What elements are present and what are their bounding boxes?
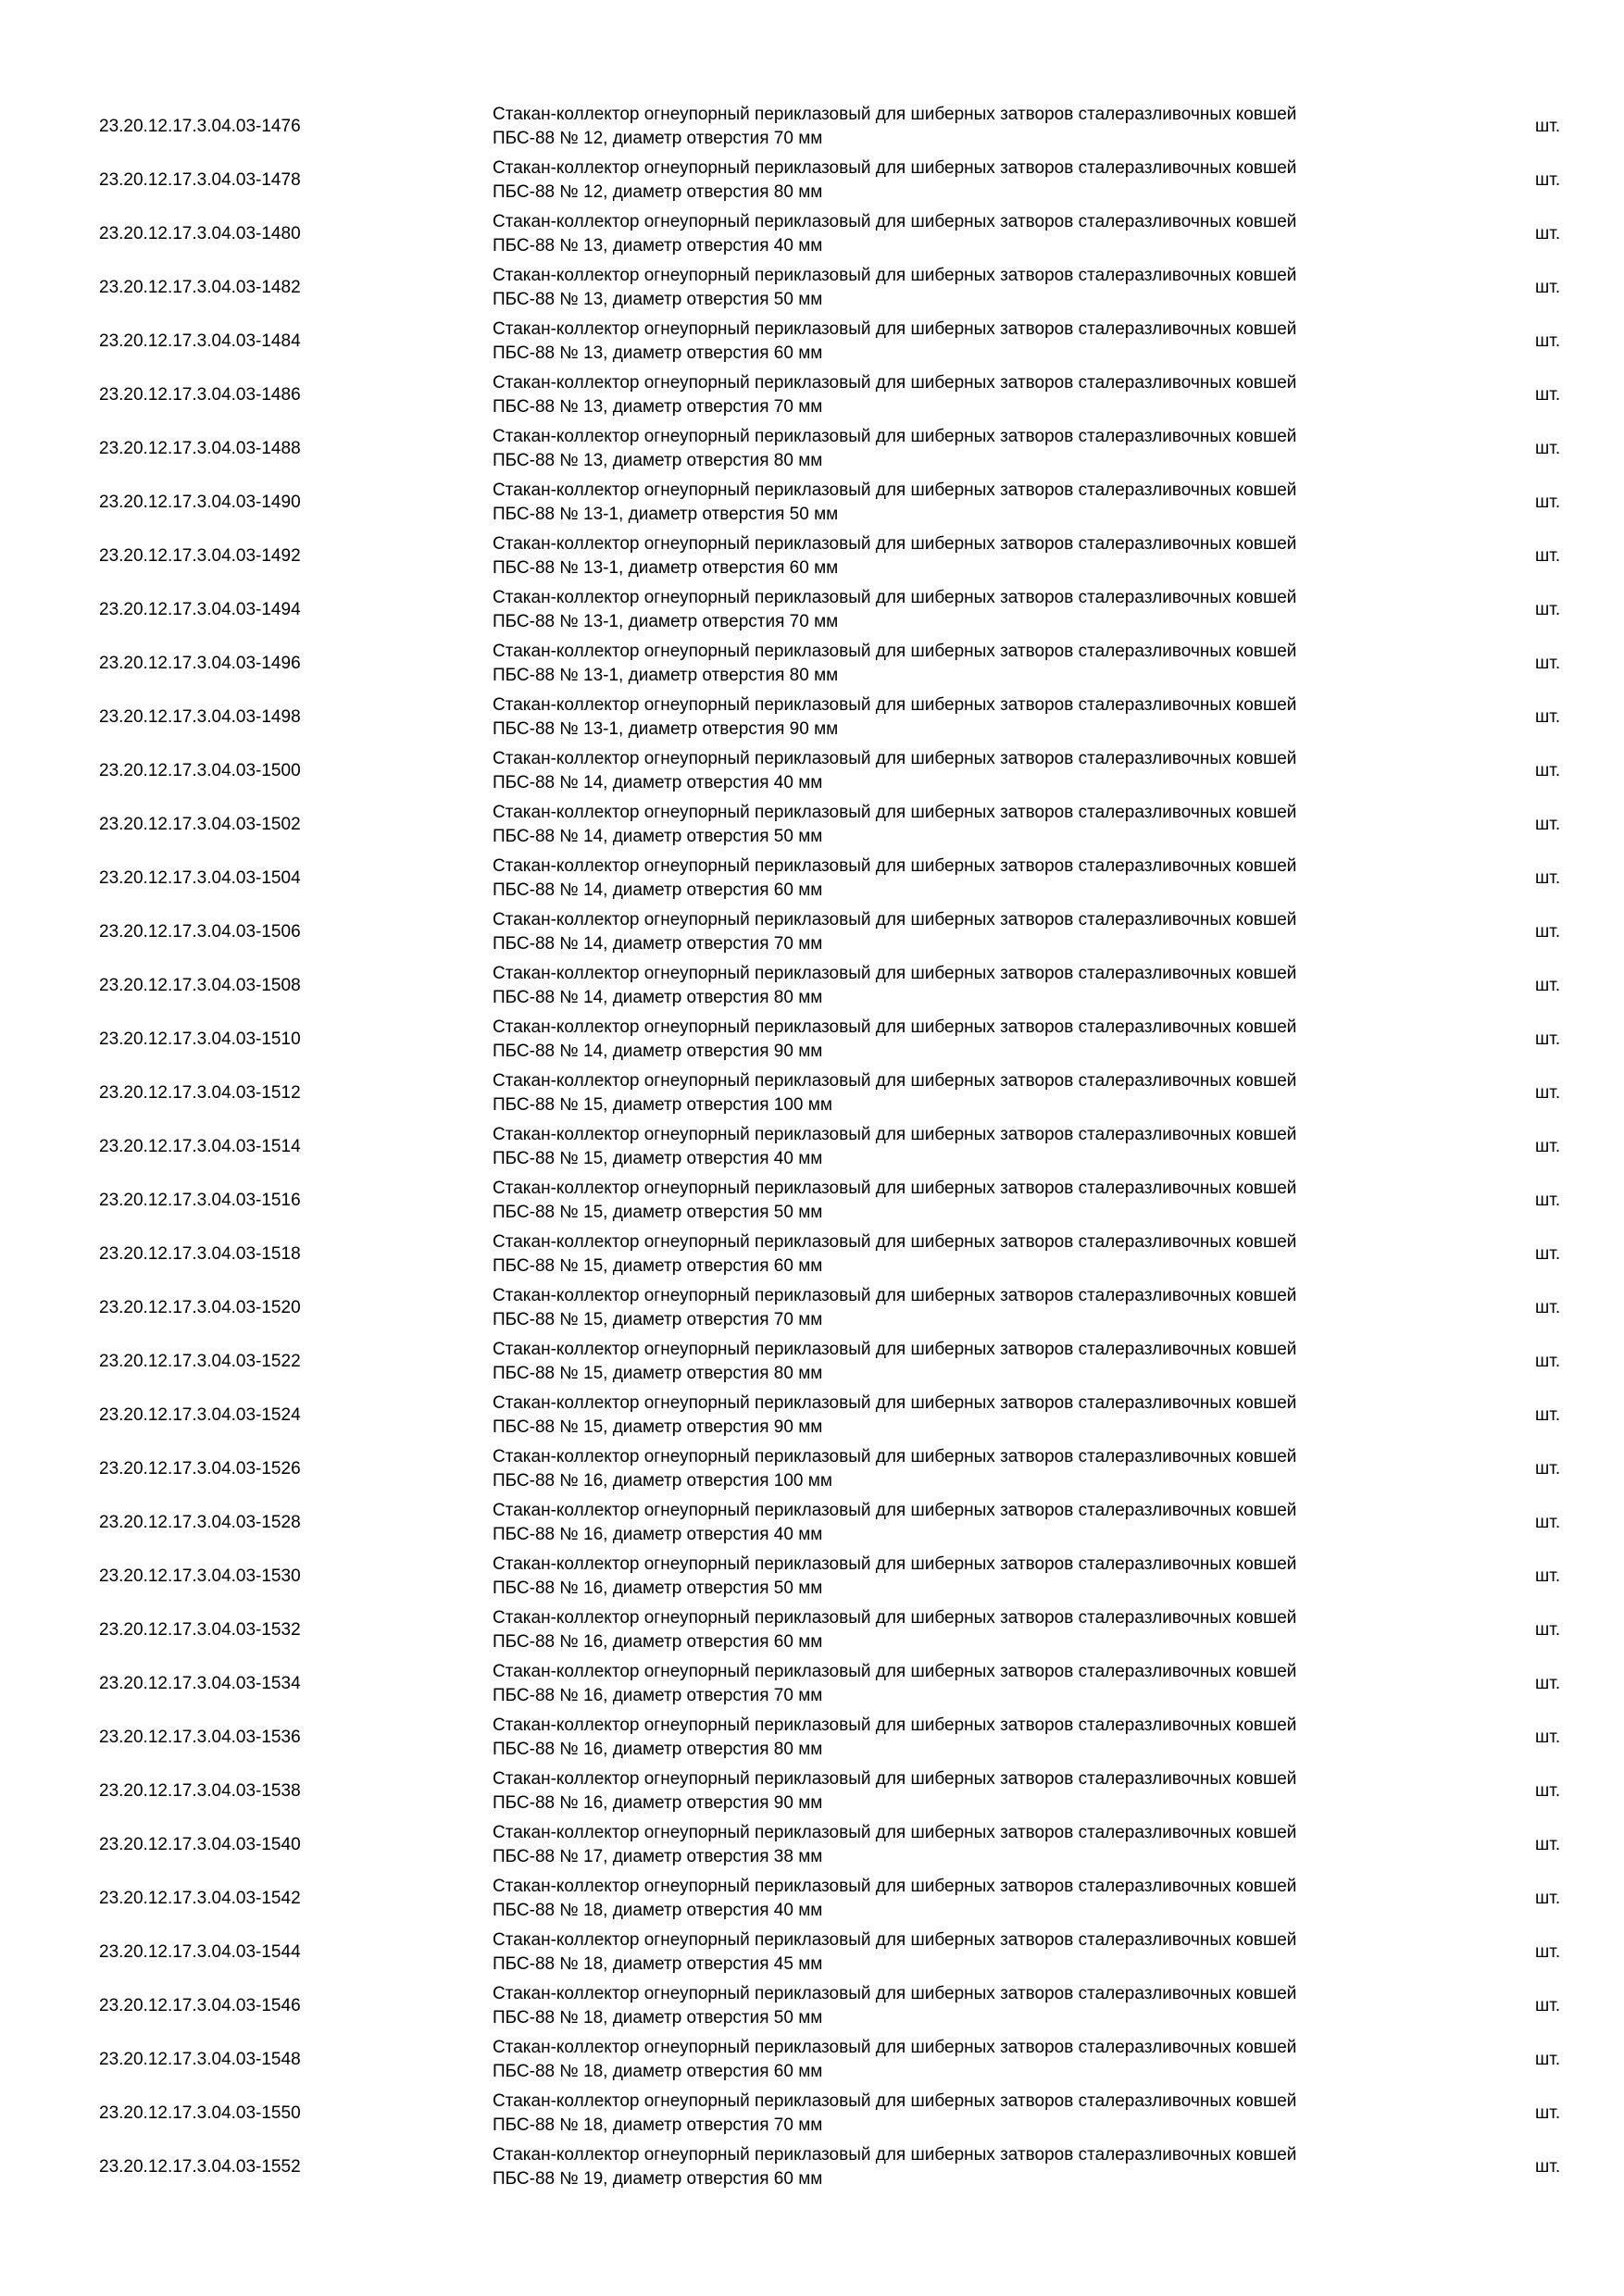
resource-description xyxy=(493,1928,1493,1977)
description-line-2: ПБС-88 № 13-1, диаметр отверстия 90 мм xyxy=(493,719,839,739)
description-line-2: ПБС-88 № 13, диаметр отверстия 80 мм xyxy=(493,451,823,470)
description-line-1: Стакан-коллектор огнеупорный периклазовый для шиберных затворов сталеразливочных ковшей xyxy=(493,1554,1297,1574)
description-line-1: Стакан-коллектор огнеупорный периклазовый для шиберных затворов сталеразливочных ковшей xyxy=(493,2145,1297,2165)
resource-code: 23.20.12.17.3.04.03-1488 xyxy=(99,439,301,458)
description-line-2: ПБС-88 № 12, диаметр отверстия 70 мм xyxy=(493,129,823,148)
description-line-1: Стакан-коллектор огнеупорный периклазовый для шиберных затворов сталеразливочных ковшей xyxy=(493,1286,1297,1305)
resource-description xyxy=(493,1284,1493,1332)
description-line-2: ПБС-88 № 18, диаметр отверстия 40 мм xyxy=(493,1901,823,1920)
unit-of-measure: шт. xyxy=(1535,815,1561,834)
description-line-1: Стакан-коллектор огнеупорный периклазовый для шиберных затворов сталеразливочных ковшей xyxy=(493,2038,1297,2057)
description-line-1: Стакан-коллектор огнеупорный периклазовый для шиберных затворов сталеразливочных ковшей xyxy=(493,1984,1297,2003)
description-line-2: ПБС-88 № 13, диаметр отверстия 70 мм xyxy=(493,397,823,417)
description-line-2: ПБС-88 № 14, диаметр отверстия 40 мм xyxy=(493,773,823,792)
resource-code: 23.20.12.17.3.04.03-1478 xyxy=(99,170,301,190)
unit-of-measure: шт. xyxy=(1535,600,1561,619)
table-row xyxy=(0,1442,1624,1496)
resource-description xyxy=(493,2090,1493,2138)
unit-of-measure: шт. xyxy=(1535,1029,1561,1049)
description-line-1: Стакан-коллектор огнеупорный периклазовый для шиберных затворов сталеразливочных ковшей xyxy=(493,910,1297,930)
table-row xyxy=(0,1120,1624,1174)
resource-code: 23.20.12.17.3.04.03-1508 xyxy=(99,976,301,995)
description-line-1: Стакан-коллектор огнеупорный периклазовый для шиберных затворов сталеразливочных ковшей xyxy=(493,642,1297,661)
table-row xyxy=(0,691,1624,744)
resource-description xyxy=(493,1230,1493,1279)
unit-of-measure: шт. xyxy=(1535,1620,1561,1640)
unit-of-measure: шт. xyxy=(1535,761,1561,780)
resource-table xyxy=(0,100,1624,2194)
table-row xyxy=(0,744,1624,798)
resource-code: 23.20.12.17.3.04.03-1546 xyxy=(99,1996,301,2015)
table-row xyxy=(0,852,1624,905)
resource-description xyxy=(493,2036,1493,2084)
unit-of-measure: шт. xyxy=(1535,976,1561,995)
unit-of-measure: шт. xyxy=(1535,331,1561,351)
resource-code: 23.20.12.17.3.04.03-1510 xyxy=(99,1029,301,1049)
table-row xyxy=(0,476,1624,530)
resource-code: 23.20.12.17.3.04.03-1492 xyxy=(99,546,301,566)
description-line-1: Стакан-коллектор огнеупорный периклазовый для шиберных затворов сталеразливочных ковшей xyxy=(493,1716,1297,1735)
description-line-2: ПБС-88 № 14, диаметр отверстия 60 мм xyxy=(493,880,823,900)
description-line-2: ПБС-88 № 13, диаметр отверстия 50 мм xyxy=(493,290,823,309)
resource-description xyxy=(493,1821,1493,1869)
table-row xyxy=(0,637,1624,691)
unit-of-measure: шт. xyxy=(1535,1835,1561,1854)
description-line-2: ПБС-88 № 16, диаметр отверстия 80 мм xyxy=(493,1740,823,1759)
table-row xyxy=(0,905,1624,959)
resource-description xyxy=(493,962,1493,1010)
resource-code: 23.20.12.17.3.04.03-1496 xyxy=(99,654,301,673)
resource-description xyxy=(493,747,1493,795)
description-line-1: Стакан-коллектор огнеупорный периклазовый для шиберных затворов сталеразливочных ковшей xyxy=(493,1125,1297,1144)
unit-of-measure: шт. xyxy=(1535,1405,1561,1425)
resource-description xyxy=(493,1606,1493,1654)
description-line-1: Стакан-коллектор огнеупорный периклазовый для шиберных затворов сталеразливочных ковшей xyxy=(493,266,1297,285)
resource-code: 23.20.12.17.3.04.03-1482 xyxy=(99,278,301,297)
table-row xyxy=(0,1496,1624,1550)
unit-of-measure: шт. xyxy=(1535,1191,1561,1210)
unit-of-measure: шт. xyxy=(1535,1728,1561,1747)
unit-of-measure: шт. xyxy=(1535,170,1561,190)
description-line-1: Стакан-коллектор огнеупорный периклазовый для шиберных затворов сталеразливочных ковшей xyxy=(493,1017,1297,1037)
table-row xyxy=(0,530,1624,583)
resource-code: 23.20.12.17.3.04.03-1544 xyxy=(99,1942,301,1962)
description-line-1: Стакан-коллектор огнеупорный периклазовый для шиберных затворов сталеразливочных ковшей xyxy=(493,1930,1297,1950)
table-row xyxy=(0,583,1624,637)
description-line-1: Стакан-коллектор огнеупорный периклазовый для шиберных затворов сталеразливочных ковшей xyxy=(493,1340,1297,1359)
resource-code: 23.20.12.17.3.04.03-1548 xyxy=(99,2050,301,2069)
resource-code: 23.20.12.17.3.04.03-1528 xyxy=(99,1513,301,1532)
resource-description xyxy=(493,264,1493,312)
table-row xyxy=(0,368,1624,422)
description-line-1: Стакан-коллектор огнеупорный периклазовый для шиберных затворов сталеразливочных ковшей xyxy=(493,105,1297,124)
description-line-1: Стакан-коллектор огнеупорный периклазовый для шиберных затворов сталеразливочных ковшей xyxy=(493,534,1297,554)
table-row xyxy=(0,315,1624,368)
unit-of-measure: шт. xyxy=(1535,922,1561,942)
table-row xyxy=(0,1603,1624,1657)
resource-description xyxy=(493,1391,1493,1440)
resource-description xyxy=(493,156,1493,205)
table-row xyxy=(0,1765,1624,1818)
resource-code: 23.20.12.17.3.04.03-1522 xyxy=(99,1352,301,1371)
unit-of-measure: шт. xyxy=(1535,546,1561,566)
unit-of-measure: шт. xyxy=(1535,2157,1561,2177)
description-line-1: Стакан-коллектор огнеупорный периклазовый для шиберных затворов сталеразливочных ковшей xyxy=(493,1823,1297,1842)
description-line-2: ПБС-88 № 17, диаметр отверстия 38 мм xyxy=(493,1847,823,1866)
unit-of-measure: шт. xyxy=(1535,278,1561,297)
description-line-2: ПБС-88 № 18, диаметр отверстия 70 мм xyxy=(493,2115,823,2135)
unit-of-measure: шт. xyxy=(1535,224,1561,243)
table-row xyxy=(0,100,1624,154)
resource-code: 23.20.12.17.3.04.03-1476 xyxy=(99,117,301,136)
resource-description xyxy=(493,1660,1493,1708)
resource-code: 23.20.12.17.3.04.03-1530 xyxy=(99,1566,301,1586)
resource-description xyxy=(493,1445,1493,1493)
resource-code: 23.20.12.17.3.04.03-1534 xyxy=(99,1674,301,1693)
description-line-2: ПБС-88 № 16, диаметр отверстия 40 мм xyxy=(493,1525,823,1544)
description-line-2: ПБС-88 № 13, диаметр отверстия 40 мм xyxy=(493,236,823,256)
table-row xyxy=(0,261,1624,315)
resource-description xyxy=(493,908,1493,956)
resource-code: 23.20.12.17.3.04.03-1540 xyxy=(99,1835,301,1854)
resource-code: 23.20.12.17.3.04.03-1532 xyxy=(99,1620,301,1640)
unit-of-measure: шт. xyxy=(1535,385,1561,405)
resource-description xyxy=(493,1123,1493,1171)
resource-description xyxy=(493,1499,1493,1547)
description-line-1: Стакан-коллектор огнеупорный периклазовый для шиберных затворов сталеразливочных ковшей xyxy=(493,1501,1297,1520)
resource-description xyxy=(493,532,1493,580)
description-line-2: ПБС-88 № 15, диаметр отверстия 70 мм xyxy=(493,1310,823,1329)
table-row xyxy=(0,1013,1624,1067)
unit-of-measure: шт. xyxy=(1535,654,1561,673)
description-line-2: ПБС-88 № 19, диаметр отверстия 60 мм xyxy=(493,2169,823,2189)
unit-of-measure: шт. xyxy=(1535,1137,1561,1156)
resource-description xyxy=(493,1016,1493,1064)
description-line-2: ПБС-88 № 15, диаметр отверстия 60 мм xyxy=(493,1256,823,1276)
description-line-2: ПБС-88 № 15, диаметр отверстия 40 мм xyxy=(493,1149,823,1168)
description-line-2: ПБС-88 № 14, диаметр отверстия 50 мм xyxy=(493,827,823,846)
resource-description xyxy=(493,855,1493,903)
description-line-2: ПБС-88 № 13-1, диаметр отверстия 60 мм xyxy=(493,558,839,578)
resource-code: 23.20.12.17.3.04.03-1538 xyxy=(99,1781,301,1801)
resource-description xyxy=(493,371,1493,419)
description-line-1: Стакан-коллектор огнеупорный периклазовый для шиберных затворов сталеразливочных ковшей xyxy=(493,1662,1297,1681)
resource-code: 23.20.12.17.3.04.03-1484 xyxy=(99,331,301,351)
resource-description xyxy=(493,586,1493,634)
description-line-1: Стакан-коллектор огнеупорный периклазовый для шиберных затворов сталеразливочных ковшей xyxy=(493,373,1297,393)
description-line-2: ПБС-88 № 14, диаметр отверстия 90 мм xyxy=(493,1042,823,1061)
resource-code: 23.20.12.17.3.04.03-1504 xyxy=(99,868,301,888)
table-row xyxy=(0,1657,1624,1711)
resource-code: 23.20.12.17.3.04.03-1514 xyxy=(99,1137,301,1156)
description-line-2: ПБС-88 № 15, диаметр отверстия 80 мм xyxy=(493,1364,823,1383)
resource-code: 23.20.12.17.3.04.03-1520 xyxy=(99,1298,301,1317)
table-row xyxy=(0,1335,1624,1389)
table-row xyxy=(0,1979,1624,2033)
table-row xyxy=(0,1228,1624,1281)
resource-code: 23.20.12.17.3.04.03-1552 xyxy=(99,2157,301,2177)
description-line-1: Стакан-коллектор огнеупорный периклазовый для шиберных затворов сталеразливочных ковшей xyxy=(493,427,1297,446)
description-line-1: Стакан-коллектор огнеупорный периклазовый для шиберных затворов сталеразливочных ковшей xyxy=(493,803,1297,822)
description-line-1: Стакан-коллектор огнеупорный периклазовый для шиберных затворов сталеразливочных ковшей xyxy=(493,964,1297,983)
resource-code: 23.20.12.17.3.04.03-1494 xyxy=(99,600,301,619)
resource-code: 23.20.12.17.3.04.03-1480 xyxy=(99,224,301,243)
description-line-2: ПБС-88 № 16, диаметр отверстия 90 мм xyxy=(493,1793,823,1813)
description-line-1: Стакан-коллектор огнеупорный периклазовый для шиберных затворов сталеразливочных ковшей xyxy=(493,1608,1297,1628)
description-line-1: Стакан-коллектор огнеупорный периклазовый для шиберных затворов сталеразливочных ковшей xyxy=(493,212,1297,231)
resource-description xyxy=(493,693,1493,742)
resource-code: 23.20.12.17.3.04.03-1542 xyxy=(99,1889,301,1908)
description-line-1: Стакан-коллектор огнеупорный периклазовый для шиберных затворов сталеразливочных ковшей xyxy=(493,856,1297,876)
description-line-2: ПБС-88 № 15, диаметр отверстия 90 мм xyxy=(493,1417,823,1437)
table-row xyxy=(0,1174,1624,1228)
description-line-2: ПБС-88 № 16, диаметр отверстия 50 мм xyxy=(493,1578,823,1598)
unit-of-measure: шт. xyxy=(1535,1996,1561,2015)
resource-description xyxy=(493,1714,1493,1762)
resource-code: 23.20.12.17.3.04.03-1498 xyxy=(99,707,301,727)
description-line-2: ПБС-88 № 12, диаметр отверстия 80 мм xyxy=(493,182,823,202)
unit-of-measure: шт. xyxy=(1535,1244,1561,1264)
unit-of-measure: шт. xyxy=(1535,1083,1561,1103)
resource-code: 23.20.12.17.3.04.03-1490 xyxy=(99,493,301,512)
resource-description xyxy=(493,801,1493,849)
unit-of-measure: шт. xyxy=(1535,439,1561,458)
resource-description xyxy=(493,2143,1493,2191)
description-line-2: ПБС-88 № 14, диаметр отверстия 70 мм xyxy=(493,934,823,954)
table-row xyxy=(0,1067,1624,1120)
table-row xyxy=(0,422,1624,476)
resource-description xyxy=(493,1875,1493,1923)
description-line-2: ПБС-88 № 18, диаметр отверстия 45 мм xyxy=(493,1954,823,1974)
description-line-1: Стакан-коллектор огнеупорный периклазовый для шиберных затворов сталеразливочных ковшей xyxy=(493,1877,1297,1896)
resource-description xyxy=(493,1767,1493,1816)
description-line-2: ПБС-88 № 14, диаметр отверстия 80 мм xyxy=(493,988,823,1007)
table-row xyxy=(0,1389,1624,1442)
resource-code: 23.20.12.17.3.04.03-1516 xyxy=(99,1191,301,1210)
description-line-2: ПБС-88 № 15, диаметр отверстия 50 мм xyxy=(493,1203,823,1222)
resource-code: 23.20.12.17.3.04.03-1536 xyxy=(99,1728,301,1747)
description-line-2: ПБС-88 № 18, диаметр отверстия 60 мм xyxy=(493,2062,823,2081)
description-line-2: ПБС-88 № 16, диаметр отверстия 60 мм xyxy=(493,1632,823,1652)
table-row xyxy=(0,2140,1624,2194)
description-line-2: ПБС-88 № 15, диаметр отверстия 100 мм xyxy=(493,1095,832,1115)
unit-of-measure: шт. xyxy=(1535,493,1561,512)
resource-code: 23.20.12.17.3.04.03-1502 xyxy=(99,815,301,834)
description-line-1: Стакан-коллектор огнеупорный периклазовый для шиберных затворов сталеразливочных ковшей xyxy=(493,319,1297,339)
description-line-2: ПБС-88 № 13-1, диаметр отверстия 50 мм xyxy=(493,505,839,524)
resource-description xyxy=(493,1069,1493,1117)
resource-code: 23.20.12.17.3.04.03-1518 xyxy=(99,1244,301,1264)
resource-description xyxy=(493,1338,1493,1386)
table-row xyxy=(0,2033,1624,2087)
resource-description xyxy=(493,1553,1493,1601)
unit-of-measure: шт. xyxy=(1535,1889,1561,1908)
table-row xyxy=(0,1926,1624,1979)
resource-code: 23.20.12.17.3.04.03-1524 xyxy=(99,1405,301,1425)
resource-description xyxy=(493,1982,1493,2030)
resource-code: 23.20.12.17.3.04.03-1526 xyxy=(99,1459,301,1479)
table-row xyxy=(0,1550,1624,1603)
description-line-1: Стакан-коллектор огнеупорный периклазовый для шиберных затворов сталеразливочных ковшей xyxy=(493,1232,1297,1252)
table-row xyxy=(0,1872,1624,1926)
description-line-2: ПБС-88 № 13-1, диаметр отверстия 70 мм xyxy=(493,612,839,631)
description-line-1: Стакан-коллектор огнеупорный периклазовый для шиберных затворов сталеразливочных ковшей xyxy=(493,1393,1297,1413)
unit-of-measure: шт. xyxy=(1535,868,1561,888)
resource-description xyxy=(493,103,1493,151)
table-row xyxy=(0,154,1624,207)
description-line-2: ПБС-88 № 16, диаметр отверстия 100 мм xyxy=(493,1471,832,1491)
description-line-1: Стакан-коллектор огнеупорный периклазовый для шиберных затворов сталеразливочных ковшей xyxy=(493,1071,1297,1091)
description-line-1: Стакан-коллектор огнеупорный периклазовый для шиберных затворов сталеразливочных ковшей xyxy=(493,749,1297,768)
unit-of-measure: шт. xyxy=(1535,1352,1561,1371)
unit-of-measure: шт. xyxy=(1535,1298,1561,1317)
description-line-1: Стакан-коллектор огнеупорный периклазовый для шиберных затворов сталеразливочных ковшей xyxy=(493,1179,1297,1198)
table-row xyxy=(0,1281,1624,1335)
description-line-1: Стакан-коллектор огнеупорный периклазовый для шиберных затворов сталеразливочных ковшей xyxy=(493,1769,1297,1789)
resource-description xyxy=(493,479,1493,527)
description-line-2: ПБС-88 № 18, диаметр отверстия 50 мм xyxy=(493,2008,823,2028)
resource-code: 23.20.12.17.3.04.03-1500 xyxy=(99,761,301,780)
unit-of-measure: шт. xyxy=(1535,1459,1561,1479)
table-row xyxy=(0,1711,1624,1765)
unit-of-measure: шт. xyxy=(1535,1781,1561,1801)
table-row xyxy=(0,1818,1624,1872)
resource-description xyxy=(493,1177,1493,1225)
description-line-1: Стакан-коллектор огнеупорный периклазовый для шиберных затворов сталеразливочных ковшей xyxy=(493,588,1297,607)
resource-code: 23.20.12.17.3.04.03-1550 xyxy=(99,2103,301,2123)
description-line-1: Стакан-коллектор огнеупорный периклазовый для шиберных затворов сталеразливочных ковшей xyxy=(493,480,1297,500)
description-line-1: Стакан-коллектор огнеупорный периклазовый для шиберных затворов сталеразливочных ковшей xyxy=(493,1447,1297,1466)
unit-of-measure: шт. xyxy=(1535,1513,1561,1532)
unit-of-measure: шт. xyxy=(1535,2103,1561,2123)
unit-of-measure: шт. xyxy=(1535,707,1561,727)
unit-of-measure: шт. xyxy=(1535,117,1561,136)
description-line-2: ПБС-88 № 16, диаметр отверстия 70 мм xyxy=(493,1686,823,1705)
table-row xyxy=(0,2087,1624,2140)
description-line-1: Стакан-коллектор огнеупорный периклазовый для шиберных затворов сталеразливочных ковшей xyxy=(493,158,1297,178)
unit-of-measure: шт. xyxy=(1535,1942,1561,1962)
table-row xyxy=(0,798,1624,852)
resource-code: 23.20.12.17.3.04.03-1486 xyxy=(99,385,301,405)
resource-description xyxy=(493,210,1493,258)
table-row xyxy=(0,207,1624,261)
resource-code: 23.20.12.17.3.04.03-1506 xyxy=(99,922,301,942)
resource-code: 23.20.12.17.3.04.03-1512 xyxy=(99,1083,301,1103)
description-line-2: ПБС-88 № 13, диаметр отверстия 60 мм xyxy=(493,343,823,363)
unit-of-measure: шт. xyxy=(1535,1674,1561,1693)
unit-of-measure: шт. xyxy=(1535,2050,1561,2069)
resource-description xyxy=(493,425,1493,473)
description-line-2: ПБС-88 № 13-1, диаметр отверстия 80 мм xyxy=(493,666,839,685)
resource-description xyxy=(493,318,1493,366)
resource-description xyxy=(493,640,1493,688)
description-line-1: Стакан-коллектор огнеупорный периклазовый для шиберных затворов сталеразливочных ковшей xyxy=(493,2091,1297,2111)
table-row xyxy=(0,959,1624,1013)
description-line-1: Стакан-коллектор огнеупорный периклазовый для шиберных затворов сталеразливочных ковшей xyxy=(493,695,1297,715)
unit-of-measure: шт. xyxy=(1535,1566,1561,1586)
